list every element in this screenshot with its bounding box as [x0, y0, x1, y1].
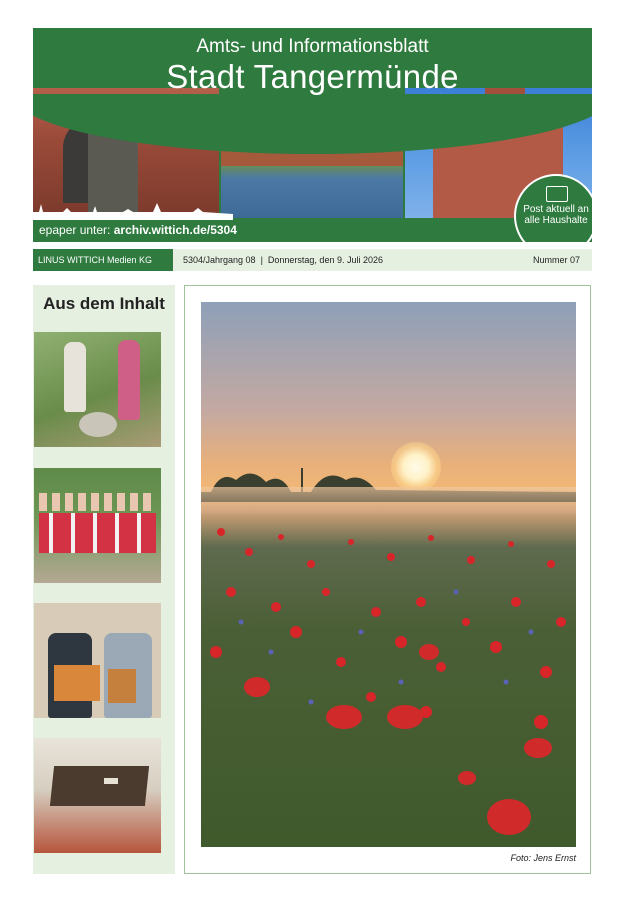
publisher-label: LINUS WITTICH Medien KG	[33, 249, 173, 271]
thumbnail-wooden-trough[interactable]	[34, 738, 161, 853]
child-figure	[64, 342, 86, 412]
post-badge-text: Post aktuell an alle Haushalte	[523, 204, 589, 226]
photo-credit: Foto: Jens Ernst	[510, 853, 576, 863]
epaper-prefix: epaper unter:	[39, 223, 114, 237]
masthead-subtitle: Amts- und Informationsblatt	[196, 36, 429, 57]
epaper-link[interactable]: archiv.wittich.de/5304	[113, 223, 237, 237]
poppies	[201, 302, 576, 847]
issue-number: Nummer 07	[532, 255, 580, 265]
issue-info: 5304/Jahrgang 08 | Donnerstag, den 9. Juli 2026	[183, 255, 383, 265]
cover-photo-frame	[184, 285, 591, 874]
sidebar-contents	[33, 285, 175, 874]
faces	[39, 493, 156, 511]
skyline-silhouette	[33, 200, 233, 220]
child-figure	[118, 340, 140, 420]
book	[108, 669, 136, 703]
book	[54, 665, 100, 701]
label-sign	[104, 778, 118, 784]
masthead-title: Stadt Tangermünde	[166, 58, 459, 95]
masthead	[33, 28, 592, 242]
sidebar-title: Aus dem Inhalt	[43, 294, 165, 313]
thumbnail-garden-children[interactable]	[34, 332, 161, 447]
group-of-people	[39, 513, 156, 553]
thumbnail-two-people-books[interactable]	[34, 603, 161, 718]
envelope-icon	[546, 186, 568, 202]
wooden-trough	[50, 766, 149, 806]
epaper-line	[39, 223, 237, 237]
info-bar	[33, 249, 592, 271]
cover-photo-poppy-field	[201, 302, 576, 847]
bowl	[79, 412, 117, 437]
thumbnail-group-photo[interactable]	[34, 468, 161, 583]
